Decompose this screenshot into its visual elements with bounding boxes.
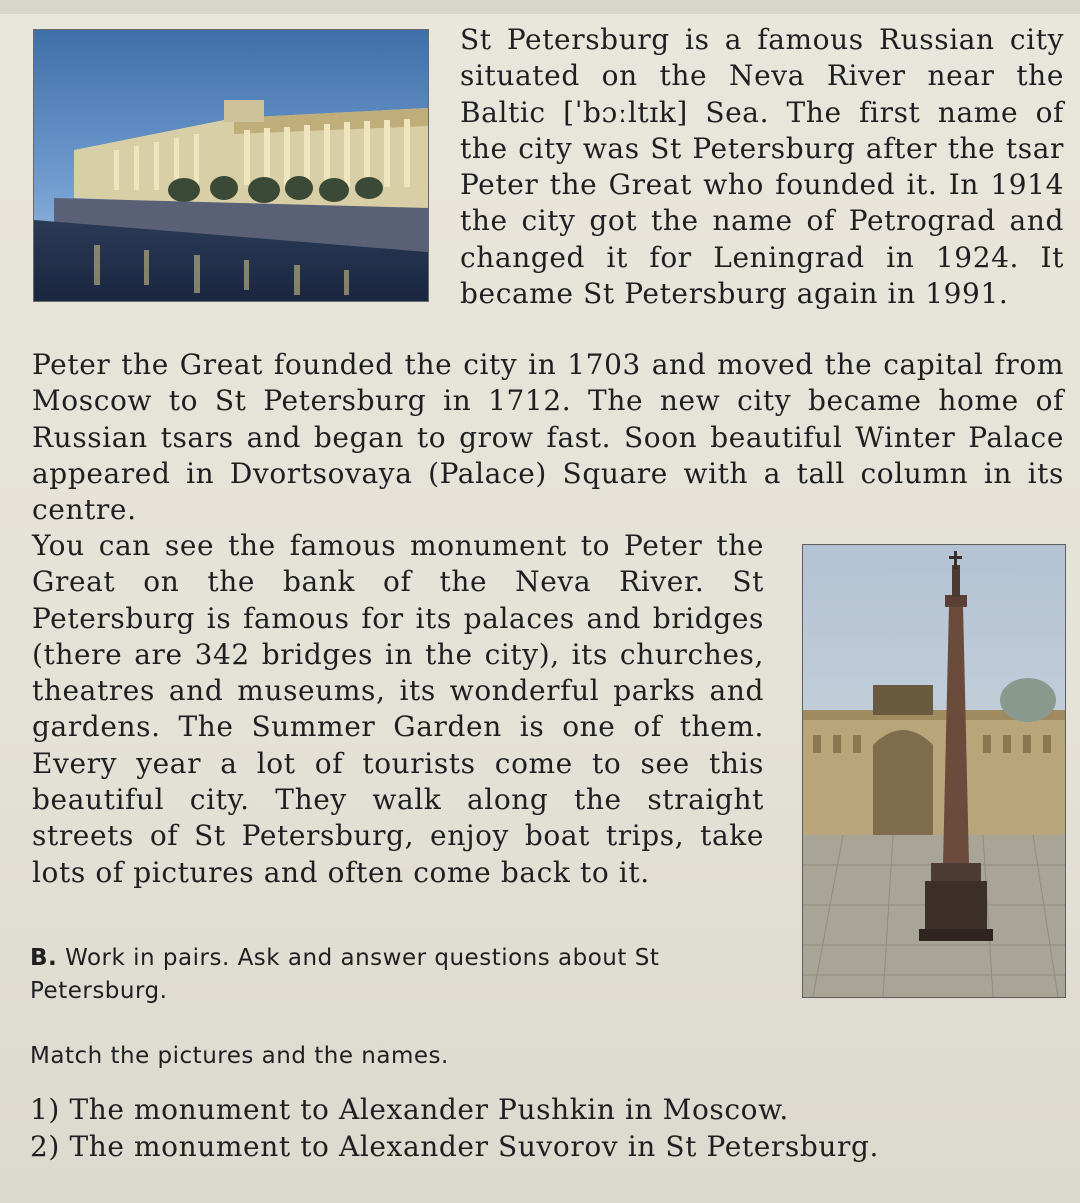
task-b-text: Work in pairs. Ask and answer questions about St Petersburg. bbox=[30, 945, 660, 1004]
alexander-column-photo bbox=[802, 544, 1066, 998]
winter-palace-photo bbox=[33, 29, 429, 302]
list-item: 1) The monument to Alexander Pushkin in Moscow. bbox=[30, 1093, 789, 1126]
alexander-column-illustration bbox=[803, 545, 1065, 997]
task-b bbox=[30, 942, 770, 1008]
page-top-edge bbox=[0, 0, 1080, 14]
task-b-label: B. bbox=[30, 945, 58, 971]
winter-palace-illustration bbox=[34, 30, 428, 301]
list-item: 2) The monument to Alexander Suvorov in St Petersburg. bbox=[30, 1130, 880, 1163]
match-list bbox=[30, 1091, 879, 1165]
paragraph-history: Peter the Great founded the city in 1703 and moved the capital from Moscow to St Petersburg in 1712. The new city became home of Russian tsars and began to grow fast. Soon beautiful Winter Palace appeared in Dvortsovaya (Palace) Square with a tall column in its centre. bbox=[32, 348, 1064, 527]
paragraph-sights: You can see the famous monument to Peter the Great on the bank of the Neva River. St Petersburg is famous for its palaces and bridges (there are 342 bridges in the city), its churches, theatres and museums, its wonderful parks and gardens. The Summer Garden is one of them. Every year a lot of tourists come to see this beautiful city. They walk along the straight streets of St Petersburg, enjoy boat trips, take lots of pictures and often come back to it. bbox=[32, 529, 764, 889]
paragraph-intro: St Petersburg is a famous Russian city situated on the Neva River near the Baltic [ˈbɔːltɪk] Sea. The first name of the city was St Petersburg after the tsar Peter the Great who founded it. In 1914 the city got the name of Petrograd and changed it for Leningrad in 1924. It became St Petersburg again in 1991. bbox=[460, 23, 1064, 311]
match-instruction: Match the pictures and the names. bbox=[30, 1043, 449, 1069]
